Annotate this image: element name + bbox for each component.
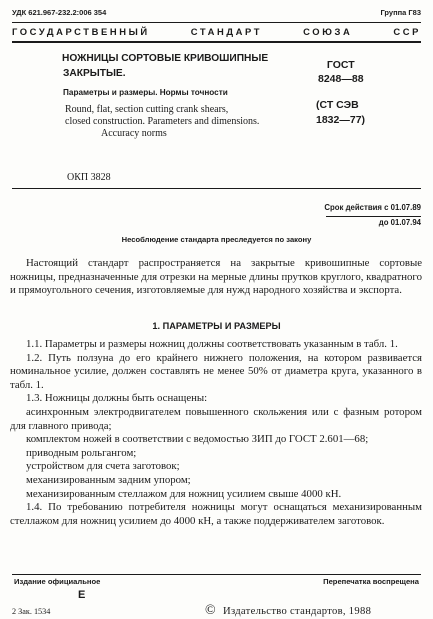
gost-block [318,59,364,86]
agency-name: ГОСУДАРСТВЕННЫЙ СТАНДАРТ СОЮЗА ССР [12,26,421,37]
title-en-line1: Round, flat, section cutting crank shears, [65,104,229,115]
section-1-item: 1.4. По требованию потребителя ножницы могут оснащаться механизированным стеллажом для ножниц усилием до 4000 кН, а также поддерживателем заготовок. [10,501,422,527]
section-1-item: механизированным стеллажом для ножниц усилием свыше 4000 кН. [26,487,342,500]
group-code: Группа Г83 [380,8,421,17]
title-en-block [65,104,259,140]
official-edition: Издание официальное [14,577,101,586]
edition-letter: Е [78,589,86,601]
st-sev-label: (СТ СЭВ [316,99,359,111]
section-1-item: комплектом ножей в соответствии с ведомостью ЗИП до ГОСТ 2.601—68; [26,433,369,446]
order-number: 2 Зак. 1534 [12,607,51,616]
intro-section [10,257,422,298]
okp-code: ОКП 3828 [67,172,111,183]
footer-rule [12,574,421,575]
validity-to: до 01.07.94 [378,218,421,227]
gost-number: 8248—88 [318,72,364,85]
section-1-item: механизированным задним упором; [26,473,191,486]
udk-code: УДК 621.967-232.2:006 354 [12,8,107,17]
title-en-line3: Accuracy norms [101,128,167,139]
reprint-notice: Перепечатка воспрещена [323,577,419,586]
validity-from: Срок действия с 01.07.89 [324,203,421,212]
st-sev-block [316,98,365,128]
title-block-rule [12,188,421,189]
section-1-title: 1. ПАРАМЕТРЫ И РАЗМЕРЫ [152,321,281,331]
st-sev-number: 1832—77) [316,114,366,126]
validity-rule [326,216,421,217]
title-ru-subtitle: Параметры и размеры. Нормы точности [63,88,228,97]
title-en-line2: closed construction. Parameters and dimensions. [65,116,260,127]
section-1-item: асинхронным электродвигателем повышенного скольжения или с фазным ротором для главного привода; [10,405,422,432]
section-1-item: 1.1. Параметры и размеры ножниц должны соответствовать указанным в табл. 1. [26,338,398,350]
section-1-item: 1.2. Путь ползуна до его крайнего нижнего положения, на котором развивается номинальное усилие, должен составлять не менее 50% от диаметра круга, указанного в табл. 1. [10,351,422,391]
header-rule-bottom [12,41,421,43]
title-ru-line1: НОЖНИЦЫ СОРТОВЫЕ КРИВОШИПНЫЕ [62,53,269,64]
section-1-body [10,338,422,528]
title-ru-line2: ЗАКРЫТЫЕ. [63,68,126,79]
law-warning: Несоблюдение стандарта преследуется по закону [121,235,312,244]
copyright-symbol: © [205,603,216,618]
copyright-text: Издательство стандартов, 1988 [223,606,372,617]
gost-label: ГОСТ [326,59,355,71]
section-1-item: 1.3. Ножницы должны быть оснащены: [26,392,208,405]
header-rule-top [12,22,421,23]
section-1-item: устройством для счета заготовок; [26,460,180,473]
intro-paragraph: Настоящий стандарт распространяется на закрытые кривошипные сортовые ножницы, предназначенные для отрезки на мерные длины прутков круглого, квадратного и прямоугольного сечения, изготовляемые для нужд народного хозяйства и экспорта. [10,257,422,297]
section-1-item: приводным рольгангом; [26,446,137,459]
